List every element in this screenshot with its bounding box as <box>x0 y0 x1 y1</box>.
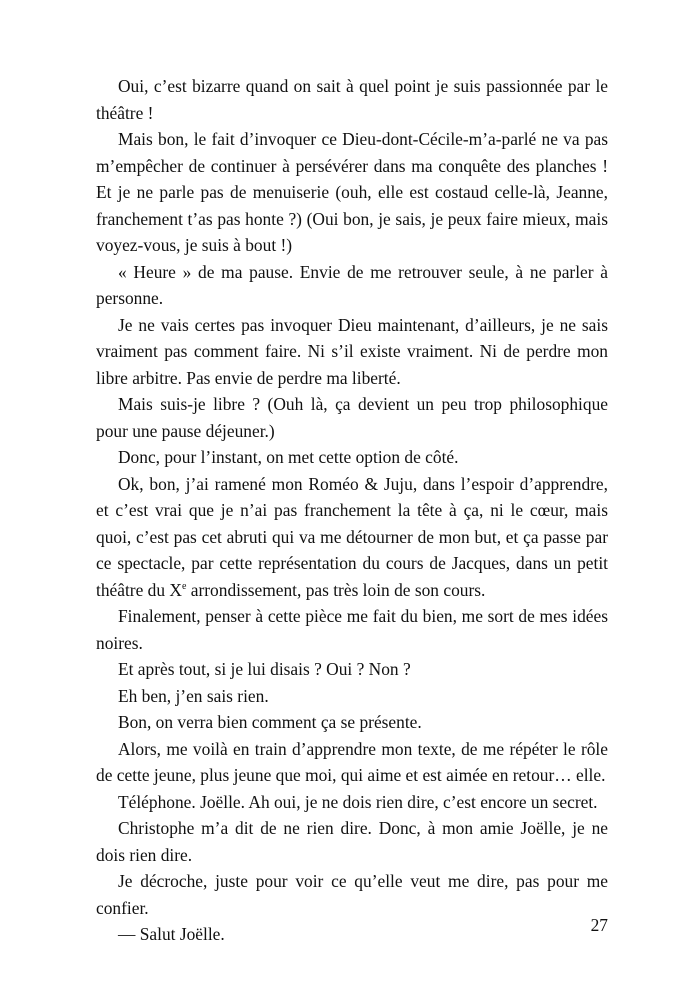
paragraph: Je ne vais certes pas invoquer Dieu maintenant, d’ailleurs, je ne sais vraiment pas comment faire. Ni s’il existe vraiment. Ni de perdre mon libre arbitre. Pas envie de perdre ma liberté. <box>96 314 608 388</box>
paragraph: Finalement, penser à cette pièce me fait du bien, me sort de mes idées noires. <box>96 606 608 653</box>
paragraph: Bon, on verra bien comment ça se présente. <box>118 712 422 732</box>
paragraph: Oui, c’est bizarre quand on sait à quel point je suis passionnée par le théâtre ! <box>96 76 608 123</box>
paragraph: Eh ben, j’en sais rien. <box>118 685 269 706</box>
ordinal-superscript: e <box>181 580 187 592</box>
paragraph-with-superscript <box>96 471 608 604</box>
paragraph: Donc, pour l’instant, on met cette option de côté. <box>118 447 459 467</box>
paragraph: Téléphone. Joëlle. Ah oui, je ne dois rien dire, c’est encore un secret. <box>118 791 598 812</box>
dialogue-line: — Salut Joëlle. <box>118 924 225 944</box>
paragraph: Alors, me voilà en train d’apprendre mon texte, de me répéter le rôle de cette jeune, plus jeune que moi, qui aime et est aimée en retour… elle. <box>96 738 608 785</box>
paragraph: Je décroche, juste pour voir ce qu’elle veut me dire, pas pour me confier. <box>96 871 608 918</box>
page-number: 27 <box>590 915 608 935</box>
paragraph-tail: arrondissement, pas très loin de son cours. <box>186 579 486 600</box>
paragraph: Et après tout, si je lui disais ? Oui ? Non ? <box>118 659 411 679</box>
paragraph: « Heure » de ma pause. Envie de me retrouver seule, à ne parler à personne. <box>96 261 608 308</box>
paragraph: Christophe m’a dit de ne rien dire. Donc, à mon amie Joëlle, je ne dois rien dire. <box>96 818 608 865</box>
paragraph-text: Ok, bon, j’ai ramené mon Roméo & Juju, dans l’espoir d’apprendre, et c’est vrai que je n’ai pas franchement la tête à ça, ni le cœur, mais quoi, c’est pas cet abruti qui va me détourner de mon but, et ça passe par ce spectacle, par cette représentation du cours de Jacques, dans un petit théâtre du X <box>96 473 608 600</box>
book-page-body <box>96 73 608 948</box>
paragraph: Mais bon, le fait d’invoquer ce Dieu-dont-Cécile-m’a-parlé ne va pas m’empêcher de continuer à persévérer dans ma conquête des planches ! Et je ne parle pas de menuiserie (ouh, elle est costaud celle-là, Jeanne, franchement t’as pas honte ?) (Oui bon, je sais, je peux faire mieux, mais voyez-vous, je suis à bout !) <box>96 129 608 255</box>
paragraph: Mais suis-je libre ? (Ouh là, ça devient un peu trop philosophique pour une pause déjeuner.) <box>96 394 608 441</box>
